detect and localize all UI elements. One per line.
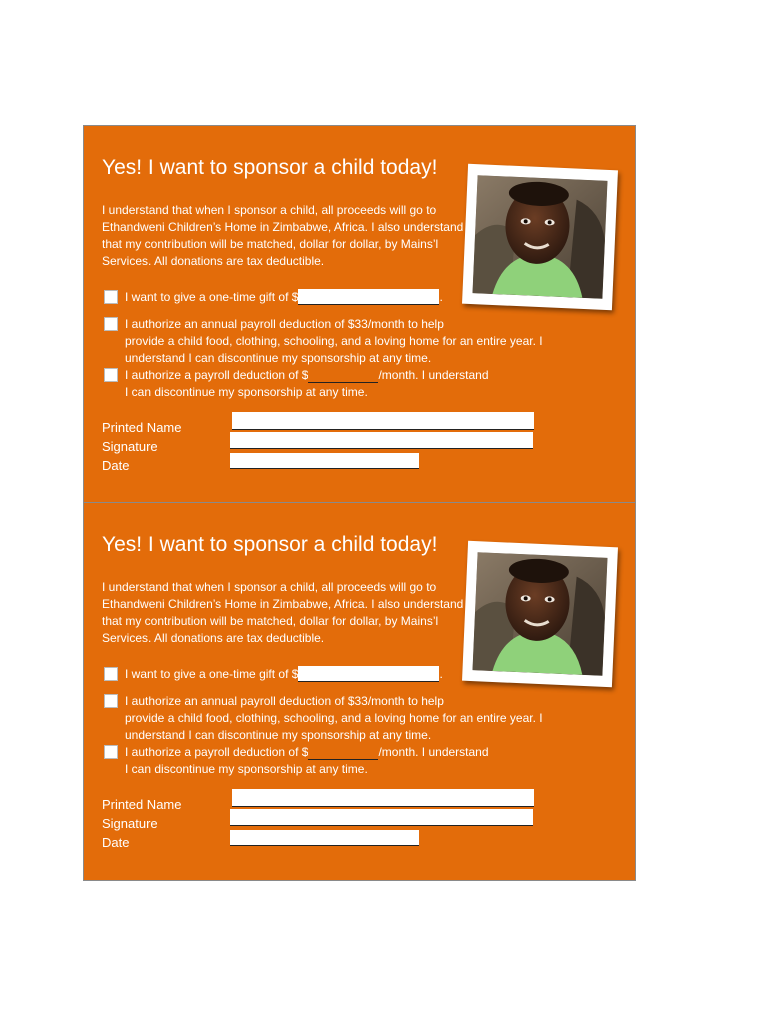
annual-deduction-line-1: I authorize an annual payroll deduction of $33/month to help (125, 694, 444, 708)
annual-deduction-checkbox[interactable] (104, 694, 118, 708)
payroll-deduction-line-2: I can discontinue my sponsorship at any time. (125, 385, 368, 399)
child-photo (472, 175, 607, 299)
form-title: Yes! I want to sponsor a child today! (102, 533, 438, 556)
one-time-gift-amount-field[interactable] (298, 666, 439, 682)
annual-deduction-checkbox[interactable] (104, 317, 118, 331)
sponsor-form-card-1 (83, 125, 636, 503)
payroll-deduction-checkbox[interactable] (104, 368, 118, 382)
signature-field[interactable] (230, 809, 533, 826)
payroll-deduction-suffix: /month. I understand (378, 368, 489, 382)
form-title: Yes! I want to sponsor a child today! (102, 156, 438, 179)
sponsor-form-card-2 (83, 502, 636, 881)
date-label: Date (102, 458, 130, 473)
child-photo-frame (462, 541, 618, 687)
payroll-deduction-label: I authorize a payroll deduction of $ (125, 368, 309, 382)
signature-field[interactable] (230, 432, 533, 449)
child-photo-frame (462, 164, 618, 310)
printed-name-label: Printed Name (102, 420, 182, 435)
date-field[interactable] (230, 453, 419, 469)
one-time-gift-checkbox[interactable] (104, 667, 118, 681)
one-time-gift-suffix: . (439, 290, 443, 304)
payroll-deduction-label: I authorize a payroll deduction of $ (125, 745, 309, 759)
signature-label: Signature (102, 816, 158, 831)
annual-deduction-line-3: understand I can discontinue my sponsorship at any time. (125, 728, 432, 742)
annual-deduction-line-1: I authorize an annual payroll deduction of $33/month to help (125, 317, 444, 331)
signature-label: Signature (102, 439, 158, 454)
printed-name-label: Printed Name (102, 797, 182, 812)
payroll-deduction-amount-field[interactable] (308, 744, 378, 760)
form-intro-text: I understand that when I sponsor a child, all proceeds will go to Ethandweni Children’s Home in Zimbabwe, Africa. I also understand that my contribution will be matched, dollar for dollar, by Mains’l Services. All donations are tax deductible. (102, 580, 464, 645)
payroll-deduction-amount-field[interactable] (308, 367, 378, 383)
payroll-deduction-suffix: /month. I understand (378, 745, 489, 759)
date-label: Date (102, 835, 130, 850)
payroll-deduction-line-2: I can discontinue my sponsorship at any time. (125, 762, 368, 776)
annual-deduction-line-2: provide a child food, clothing, schooling, and a loving home for an entire year. I (125, 711, 543, 725)
printed-name-field[interactable] (232, 412, 534, 430)
payroll-deduction-checkbox[interactable] (104, 745, 118, 759)
annual-deduction-line-2: provide a child food, clothing, schooling, and a loving home for an entire year. I (125, 334, 543, 348)
one-time-gift-label: I want to give a one-time gift of $ (125, 667, 299, 681)
one-time-gift-checkbox[interactable] (104, 290, 118, 304)
annual-deduction-line-3: understand I can discontinue my sponsorship at any time. (125, 351, 432, 365)
one-time-gift-amount-field[interactable] (298, 289, 439, 305)
printed-name-field[interactable] (232, 789, 534, 807)
one-time-gift-label: I want to give a one-time gift of $ (125, 290, 299, 304)
child-photo (472, 552, 607, 676)
date-field[interactable] (230, 830, 419, 846)
form-intro-text: I understand that when I sponsor a child, all proceeds will go to Ethandweni Children’s Home in Zimbabwe, Africa. I also understand that my contribution will be matched, dollar for dollar, by Mains’l Services. All donations are tax deductible. (102, 203, 464, 268)
one-time-gift-suffix: . (439, 667, 443, 681)
